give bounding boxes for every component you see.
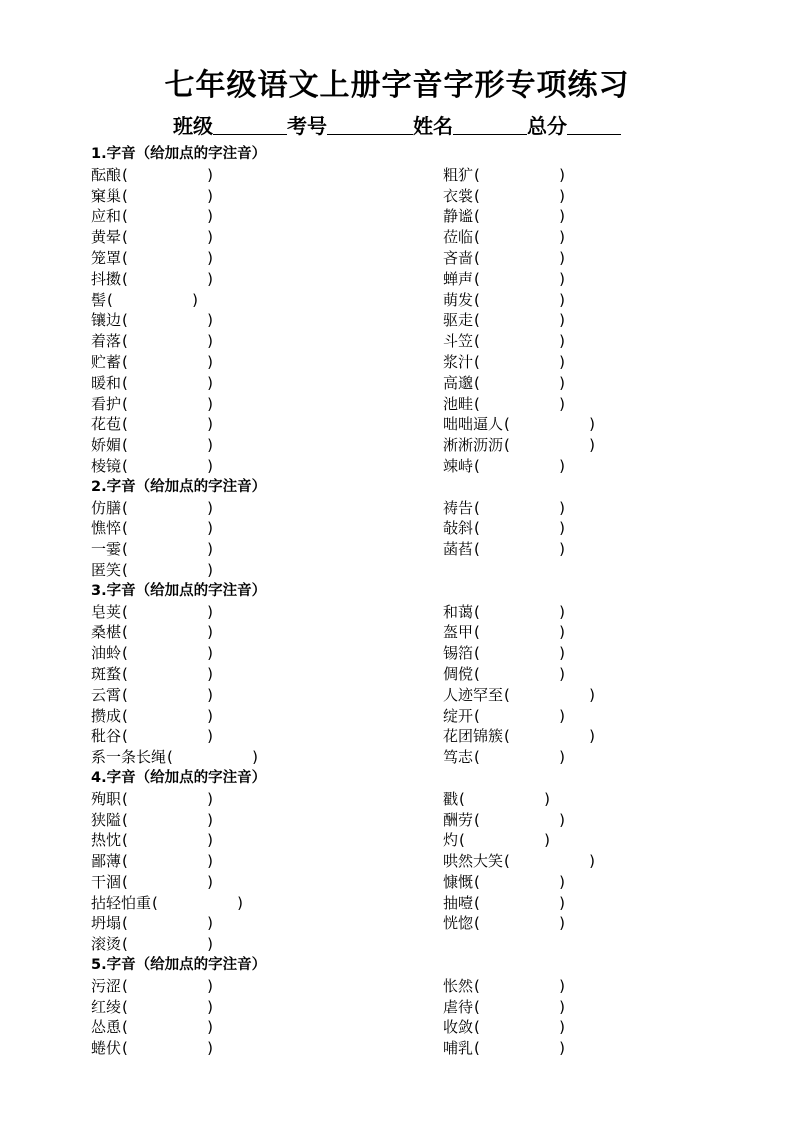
question-item <box>91 643 443 664</box>
question-word: 高邈 <box>443 373 474 392</box>
answer-blank[interactable]: ( ) <box>122 976 214 995</box>
answer-blank[interactable]: ( ) <box>474 228 566 247</box>
question-word: 怅然 <box>443 976 474 995</box>
question-word: 花苞 <box>91 415 122 434</box>
question-word: 斗笠 <box>443 332 474 351</box>
question-word: 驱走 <box>443 311 474 330</box>
question-grid <box>91 498 711 581</box>
question-word: 桑椹 <box>91 623 122 642</box>
section-title: 4.字音（给加点的字注音） <box>91 769 267 786</box>
question-item <box>443 1017 711 1038</box>
answer-blank[interactable]: ( ) <box>122 394 214 413</box>
question-item <box>91 456 443 477</box>
answer-blank[interactable]: ( ) <box>122 852 214 871</box>
answer-blank[interactable]: ( ) <box>122 436 214 455</box>
question-word: 秕谷 <box>91 727 122 746</box>
question-item <box>91 602 443 623</box>
answer-blank[interactable]: ( ) <box>122 332 214 351</box>
question-grid <box>91 602 711 768</box>
question-item <box>443 186 711 207</box>
question-item <box>91 913 443 934</box>
question-word: 竦峙 <box>443 456 474 475</box>
question-item <box>91 186 443 207</box>
answer-blank[interactable]: ( ) <box>504 852 596 871</box>
question-word: 镶边 <box>91 311 122 330</box>
question-item <box>443 456 711 477</box>
question-item <box>91 227 443 248</box>
answer-blank[interactable]: ( ) <box>474 1039 566 1058</box>
answer-blank[interactable]: ( ) <box>474 207 566 226</box>
answer-blank[interactable]: ( ) <box>474 373 566 392</box>
question-item <box>443 913 711 934</box>
question-word: 怂恿 <box>91 1018 122 1037</box>
answer-blank[interactable]: ( ) <box>474 352 566 371</box>
question-word: 蜷伏 <box>91 1039 122 1058</box>
question-word: 笼罩 <box>91 248 122 267</box>
question-word: 静谧 <box>443 207 474 226</box>
answer-blank[interactable]: ( ) <box>474 540 566 559</box>
answer-blank[interactable]: ( ) <box>122 248 214 267</box>
name-blank[interactable] <box>453 114 527 135</box>
question-word: 着落 <box>91 332 122 351</box>
question-word: 酝酿 <box>91 165 122 184</box>
question-word: 暖和 <box>91 373 122 392</box>
question-word: 哄然大笑 <box>443 852 504 871</box>
question-item <box>443 206 711 227</box>
answer-blank[interactable]: ( ) <box>474 644 566 663</box>
answer-blank[interactable]: ( ) <box>122 560 214 579</box>
exam-no-blank[interactable] <box>327 114 413 135</box>
question-item <box>91 331 443 352</box>
answer-blank[interactable]: ( ) <box>474 893 566 912</box>
question-item <box>443 810 711 831</box>
answer-blank[interactable]: ( ) <box>122 935 214 954</box>
question-item <box>91 726 443 747</box>
question-item <box>443 518 711 539</box>
question-item <box>443 789 711 810</box>
answer-blank[interactable]: ( ) <box>122 415 214 434</box>
answer-blank[interactable]: ( ) <box>122 623 214 642</box>
question-item <box>443 435 711 456</box>
answer-blank[interactable]: ( ) <box>474 748 566 767</box>
answer-blank[interactable]: ( ) <box>474 269 566 288</box>
question-word: 坍塌 <box>91 914 122 933</box>
answer-blank[interactable]: ( ) <box>474 519 566 538</box>
question-item <box>443 872 711 893</box>
question-item <box>443 290 711 311</box>
answer-blank[interactable]: ( ) <box>122 664 214 683</box>
question-grid <box>91 976 711 1059</box>
question-word: 娇媚 <box>91 436 122 455</box>
question-item <box>443 165 711 186</box>
question-item <box>91 414 443 435</box>
answer-blank[interactable]: ( ) <box>122 685 214 704</box>
answer-blank[interactable]: ( ) <box>504 685 596 704</box>
question-word: 棱镜 <box>91 456 122 475</box>
answer-blank[interactable]: ( ) <box>474 976 566 995</box>
question-item <box>443 685 711 706</box>
question-word: 斑蝥 <box>91 664 122 683</box>
question-item <box>91 997 443 1018</box>
question-item <box>91 248 443 269</box>
question-item <box>91 290 443 311</box>
question-word: 窠巢 <box>91 186 122 205</box>
answer-blank[interactable]: ( ) <box>474 456 566 475</box>
question-item <box>443 643 711 664</box>
answer-blank[interactable]: ( ) <box>122 165 214 184</box>
question-item <box>91 851 443 872</box>
answer-blank[interactable]: ( ) <box>122 269 214 288</box>
answer-blank[interactable]: ( ) <box>122 914 214 933</box>
answer-blank[interactable]: ( ) <box>474 186 566 205</box>
answer-blank[interactable]: ( ) <box>459 789 551 808</box>
question-word: 热忱 <box>91 831 122 850</box>
score-label: 总分 <box>527 114 567 138</box>
question-word: 拈轻怕重 <box>91 893 152 912</box>
answer-blank[interactable]: ( ) <box>122 1039 214 1058</box>
answer-blank[interactable]: ( ) <box>122 644 214 663</box>
question-word: 灼 <box>443 831 459 850</box>
answer-blank[interactable]: ( ) <box>122 727 214 746</box>
question-item <box>443 706 711 727</box>
answer-blank[interactable]: ( ) <box>122 810 214 829</box>
question-word: 哺乳 <box>443 1039 474 1058</box>
question-item <box>443 726 711 747</box>
question-item <box>91 789 443 810</box>
answer-blank[interactable]: ( ) <box>474 872 566 891</box>
answer-blank[interactable]: ( ) <box>122 872 214 891</box>
section-title: 5.字音（给加点的字注音） <box>91 957 267 974</box>
question-item <box>91 560 443 581</box>
answer-blank[interactable]: ( ) <box>504 436 596 455</box>
question-item <box>91 664 443 685</box>
question-word: 花团锦簇 <box>443 727 504 746</box>
question-word: 云霄 <box>91 685 122 704</box>
question-item <box>91 810 443 831</box>
question-item <box>91 206 443 227</box>
question-item <box>443 394 711 415</box>
answer-blank[interactable]: ( ) <box>122 706 214 725</box>
answer-blank[interactable]: ( ) <box>474 706 566 725</box>
answer-blank[interactable]: ( ) <box>474 394 566 413</box>
answer-blank[interactable]: ( ) <box>474 664 566 683</box>
question-word: 酬劳 <box>443 810 474 829</box>
answer-blank[interactable]: ( ) <box>474 1018 566 1037</box>
question-word: 狭隘 <box>91 810 122 829</box>
question-word: 仿膳 <box>91 498 122 517</box>
answer-blank[interactable]: ( ) <box>122 352 214 371</box>
question-item <box>443 997 711 1018</box>
question-word: 鄙薄 <box>91 852 122 871</box>
question-item <box>91 1038 443 1059</box>
question-word: 恍惚 <box>443 914 474 933</box>
question-item <box>443 602 711 623</box>
question-word: 锡箔 <box>443 644 474 663</box>
answer-blank[interactable]: ( ) <box>122 207 214 226</box>
question-word: 干涸 <box>91 872 122 891</box>
question-word: 殉职 <box>91 789 122 808</box>
question-grid <box>91 165 711 477</box>
answer-blank[interactable]: ( ) <box>474 623 566 642</box>
question-word: 应和 <box>91 207 122 226</box>
answer-blank[interactable]: ( ) <box>459 831 551 850</box>
question-word: 萌发 <box>443 290 474 309</box>
question-item <box>91 539 443 560</box>
question-word: 绽开 <box>443 706 474 725</box>
question-item <box>443 248 711 269</box>
question-word: 慷慨 <box>443 872 474 891</box>
question-word: 红绫 <box>91 997 122 1016</box>
question-word: 浆汁 <box>443 352 474 371</box>
question-item <box>91 498 443 519</box>
question-item <box>91 934 443 955</box>
answer-blank[interactable]: ( ) <box>107 290 199 309</box>
question-word: 攒成 <box>91 706 122 725</box>
answer-blank[interactable]: ( ) <box>504 727 596 746</box>
question-word: 憔悴 <box>91 519 122 538</box>
question-item <box>91 1017 443 1038</box>
answer-blank[interactable]: ( ) <box>474 165 566 184</box>
answer-blank[interactable]: ( ) <box>122 789 214 808</box>
question-item <box>91 706 443 727</box>
question-word: 黄晕 <box>91 228 122 247</box>
answer-blank[interactable]: ( ) <box>474 248 566 267</box>
question-item <box>91 394 443 415</box>
question-item <box>443 269 711 290</box>
question-word: 和蔼 <box>443 602 474 621</box>
question-word: 抽噎 <box>443 893 474 912</box>
question-item <box>443 830 711 851</box>
question-word: 盔甲 <box>443 623 474 642</box>
page-title: 七年级语文上册字音字形专项练习 <box>164 68 630 103</box>
question-item <box>91 518 443 539</box>
question-item <box>443 539 711 560</box>
question-word: 髻 <box>91 290 107 309</box>
answer-blank[interactable]: ( ) <box>122 540 214 559</box>
answer-blank[interactable]: ( ) <box>122 1018 214 1037</box>
question-word: 菡萏 <box>443 540 474 559</box>
question-word: 匿笑 <box>91 560 122 579</box>
class-label: 班级 <box>173 114 213 138</box>
answer-blank[interactable]: ( ) <box>122 997 214 1016</box>
question-item <box>443 664 711 685</box>
question-item <box>91 976 443 997</box>
question-item <box>91 165 443 186</box>
question-item <box>443 227 711 248</box>
question-item <box>443 747 711 768</box>
answer-blank[interactable]: ( ) <box>122 311 214 330</box>
name-label: 姓名 <box>413 114 453 138</box>
answer-blank[interactable]: ( ) <box>474 602 566 621</box>
question-word: 笃志 <box>443 748 474 767</box>
answer-blank[interactable]: ( ) <box>122 228 214 247</box>
question-item <box>91 872 443 893</box>
question-item <box>91 352 443 373</box>
question-item <box>91 830 443 851</box>
question-word: 人迹罕至 <box>443 685 504 704</box>
exam-no-label: 考号 <box>287 114 327 138</box>
class-blank[interactable] <box>213 114 287 135</box>
question-item <box>91 893 443 914</box>
question-word: 污涩 <box>91 976 122 995</box>
question-item <box>91 435 443 456</box>
question-word: 看护 <box>91 394 122 413</box>
section-title: 3.字音（给加点的字注音） <box>91 582 267 599</box>
question-word: 收敛 <box>443 1018 474 1037</box>
question-word: 一霎 <box>91 540 122 559</box>
score-blank[interactable] <box>567 114 621 135</box>
question-item <box>443 373 711 394</box>
question-item <box>443 414 711 435</box>
answer-blank[interactable]: ( ) <box>122 373 214 392</box>
question-word: 虐待 <box>443 997 474 1016</box>
question-word: 皂荚 <box>91 602 122 621</box>
answer-blank[interactable]: ( ) <box>474 311 566 330</box>
question-item <box>443 976 711 997</box>
section-title: 2.字音（给加点的字注音） <box>91 478 267 495</box>
answer-blank[interactable]: ( ) <box>504 415 596 434</box>
answer-blank[interactable]: ( ) <box>122 602 214 621</box>
question-word: 滚烫 <box>91 935 122 954</box>
student-info-line <box>0 110 794 139</box>
question-grid <box>91 789 711 955</box>
answer-blank[interactable]: ( ) <box>167 748 259 767</box>
question-item <box>443 851 711 872</box>
question-word: 吝啬 <box>443 248 474 267</box>
question-word: 戳 <box>443 789 459 808</box>
question-word: 抖擞 <box>91 269 122 288</box>
question-item <box>443 622 711 643</box>
answer-blank[interactable]: ( ) <box>152 893 244 912</box>
answer-blank[interactable]: ( ) <box>122 186 214 205</box>
question-word: 淅淅沥沥 <box>443 436 504 455</box>
answer-blank[interactable]: ( ) <box>474 332 566 351</box>
answer-blank[interactable]: ( ) <box>122 831 214 850</box>
question-word: 祷告 <box>443 498 474 517</box>
question-word: 蝉声 <box>443 269 474 288</box>
question-item <box>91 310 443 331</box>
question-item <box>91 685 443 706</box>
question-word: 衣裳 <box>443 186 474 205</box>
question-word: 倜傥 <box>443 664 474 683</box>
question-item <box>443 352 711 373</box>
question-item <box>91 747 443 768</box>
question-item <box>443 1038 711 1059</box>
question-word: 油蛉 <box>91 644 122 663</box>
section-title: 1.字音（给加点的字注音） <box>91 146 267 162</box>
question-item <box>443 331 711 352</box>
question-word: 池畦 <box>443 394 474 413</box>
question-word: 敧斜 <box>443 519 474 538</box>
answer-blank[interactable]: ( ) <box>474 997 566 1016</box>
question-item <box>91 269 443 290</box>
answer-blank[interactable]: ( ) <box>474 914 566 933</box>
question-item <box>91 373 443 394</box>
exercise-content <box>91 144 711 1059</box>
answer-blank[interactable]: ( ) <box>122 498 214 517</box>
answer-blank[interactable]: ( ) <box>122 519 214 538</box>
question-item <box>443 893 711 914</box>
question-word: 系一条长绳 <box>91 748 167 767</box>
question-item <box>91 622 443 643</box>
question-item <box>443 310 711 331</box>
question-word: 粗犷 <box>443 165 474 184</box>
answer-blank[interactable]: ( ) <box>122 456 214 475</box>
question-word: 咄咄逼人 <box>443 415 504 434</box>
question-word: 莅临 <box>443 228 474 247</box>
answer-blank[interactable]: ( ) <box>474 498 566 517</box>
question-word: 贮蓄 <box>91 352 122 371</box>
answer-blank[interactable]: ( ) <box>474 290 566 309</box>
question-item <box>443 498 711 519</box>
answer-blank[interactable]: ( ) <box>474 810 566 829</box>
